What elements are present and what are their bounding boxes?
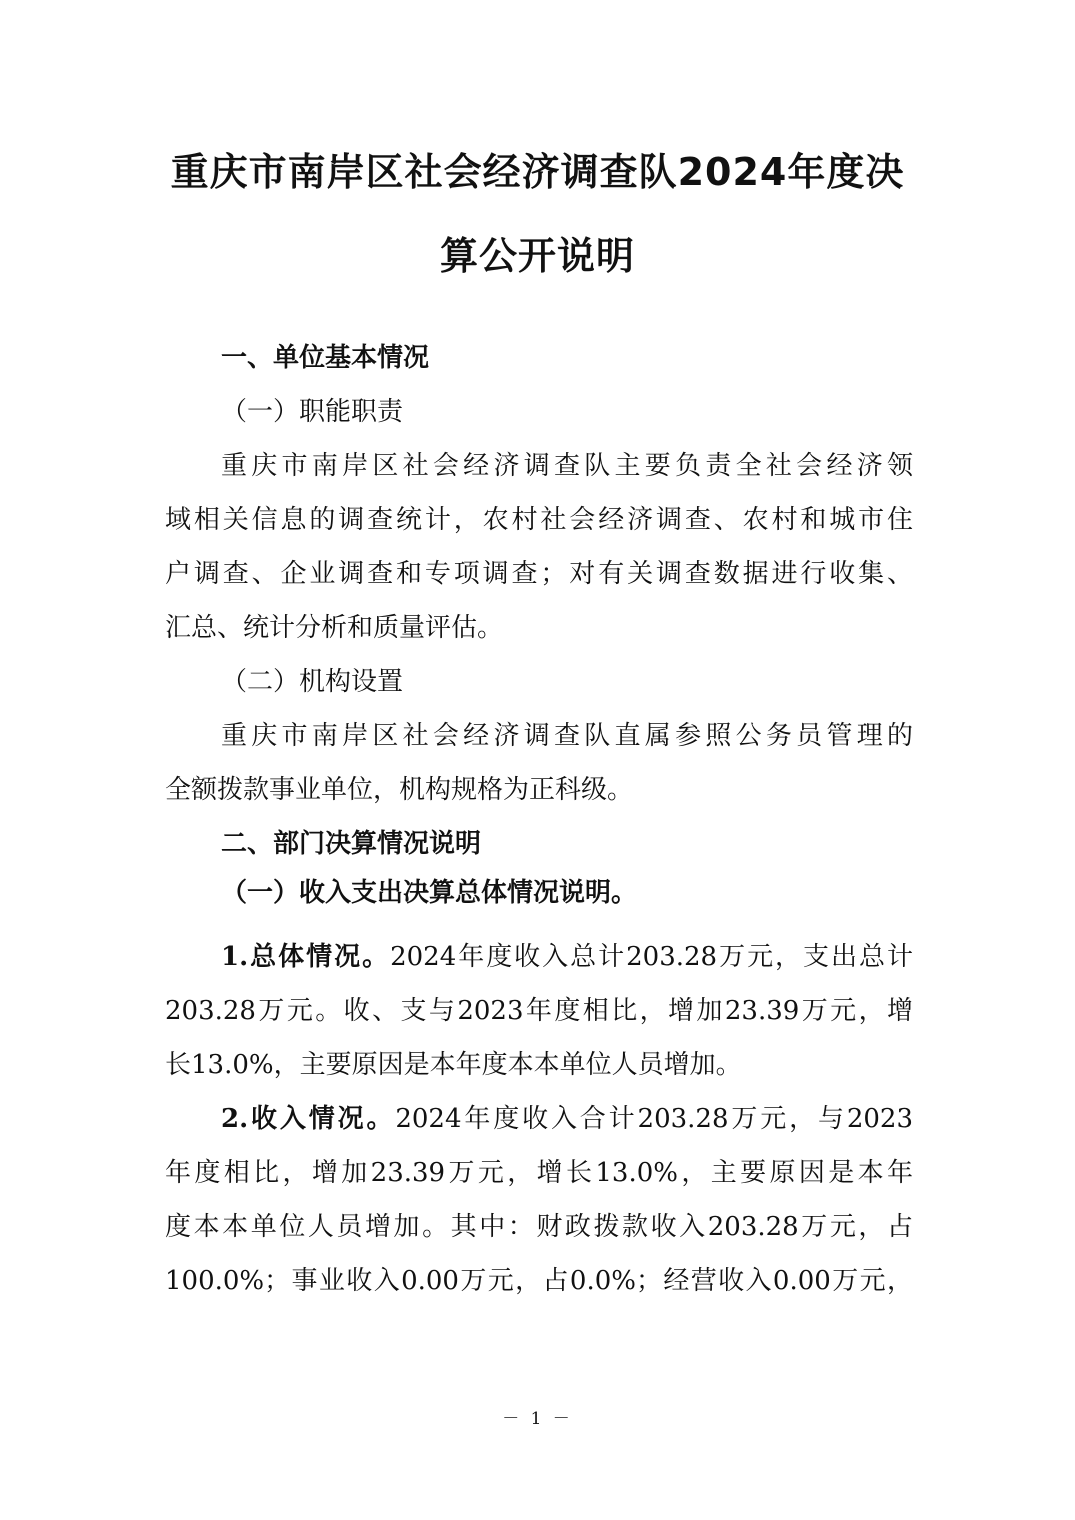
paragraph-line: 重庆市南岸区社会经济调查队直属参照公务员管理的 [221,721,913,751]
income-text: 2024年度收入合计203.28万元，与2023 [395,1104,913,1134]
paragraph-line: 汇总、统计分析和质量评估。 [165,613,504,643]
page-number: － 1 － [502,1409,573,1429]
overall-text: 2024年度收入总计203.28万元，支出总计 [390,942,913,972]
paragraph-line: 年度相比，增加23.39万元，增长13.0%，主要原因是本年 [165,1158,913,1188]
paragraph-line [221,1092,913,1146]
document-title-line-1: 重庆市南岸区社会经济调查队2024年度决 [170,150,905,194]
subsection-income-expenditure-heading: （一）收入支出决算总体情况说明。 [221,878,638,908]
paragraph-line: 度本本单位人员增加。其中：财政拨款收入203.28万元，占 [165,1212,913,1242]
paragraph-line: 100.0%；事业收入0.00万元，占0.0%；经营收入0.00万元， [165,1266,913,1296]
paragraph-line [221,930,913,984]
paragraph-line: 全额拨款事业单位，机构规格为正科级。 [165,775,634,805]
income-lead: 2.收入情况。 [221,1104,396,1134]
document-title-line-2: 算公开说明 [439,234,635,278]
overall-lead: 1.总体情况。 [221,942,391,972]
paragraph-line: 重庆市南岸区社会经济调查队主要负责全社会经济领 [221,451,913,481]
paragraph-line: 长13.0%，主要原因是本年度本本单位人员增加。 [165,1050,742,1080]
paragraph-line: 203.28万元。收、支与2023年度相比，增加23.39万元，增 [165,996,913,1026]
subsection-functions-heading: （一）职能职责 [221,397,404,427]
subsection-structure-heading: （二）机构设置 [221,667,404,697]
paragraph-line: 域相关信息的调查统计，农村社会经济调查、农村和城市住 [165,505,913,535]
paragraph-line: 户调查、企业调查和专项调查；对有关调查数据进行收集、 [165,559,913,589]
section-2-heading: 二、部门决算情况说明 [221,829,482,859]
section-1-heading: 一、单位基本情况 [221,343,430,373]
